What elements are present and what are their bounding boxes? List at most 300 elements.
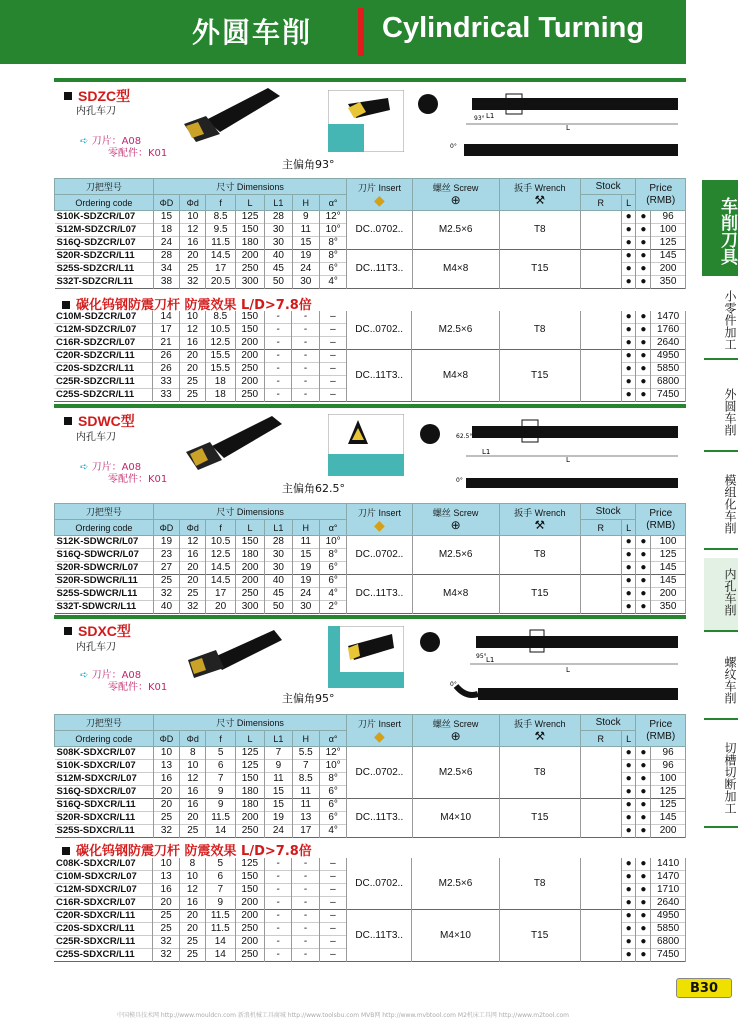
cell-dim: 18 (206, 376, 235, 389)
cell-dim: 13 (153, 760, 179, 773)
cell-stock-L: ● (636, 871, 651, 884)
cell-dim: 12.5 (206, 549, 235, 562)
cell-stock-R: ● (621, 237, 636, 250)
cell-dim: 19 (153, 536, 179, 549)
cell-price: 2640 (651, 337, 686, 350)
cell-stock-L: ● (636, 884, 651, 897)
cell-dim: 8.5 (206, 311, 235, 324)
cell-dim: 20 (179, 363, 205, 376)
cell-dim: - (264, 884, 291, 897)
cell-dim: 32 (153, 936, 179, 949)
table-row (54, 910, 686, 923)
cell-dim: 10 (179, 871, 205, 884)
cell-stock-R: ● (621, 389, 636, 402)
cell-dim: 6° (319, 786, 346, 799)
cell-model: C10M-SDXCR/L07 (54, 871, 153, 884)
cell-dim: 6° (319, 799, 346, 812)
angle-label: 主偏角93° (282, 158, 335, 171)
cell-dim: 30 (265, 562, 292, 575)
cell-dim: - (292, 324, 319, 337)
table-row (54, 350, 686, 363)
cell-price: 96 (651, 211, 686, 224)
col-header-model: 刀把型号 (55, 179, 154, 195)
cell-dim: – (319, 376, 346, 389)
cell-spacer (580, 250, 621, 289)
cell-model: S20R-SDZCR/L11 (55, 250, 154, 263)
cell-dim: 20 (153, 799, 179, 812)
col-header-screw: 螺丝 Screw ⊕ (412, 504, 499, 536)
col-D: ΦD (153, 195, 179, 211)
sidebar-item-modular[interactable]: 模组化车削 (704, 464, 738, 550)
cell-wrench: T15 (499, 910, 580, 962)
cell-dim: – (319, 858, 346, 871)
cell-dim: 9.5 (206, 224, 235, 237)
cell-dim: 8° (319, 773, 346, 786)
cell-dim: 8.5 (292, 773, 319, 786)
insert-icon: ◆ (374, 727, 385, 744)
insert-label: ➪ 刀片：A08 零配件：K01 (80, 136, 168, 159)
cell-dim: 125 (235, 747, 264, 760)
cell-dim: 16 (153, 773, 179, 786)
cell-stock-L: ● (636, 311, 651, 324)
cell-dim: 10.5 (206, 324, 235, 337)
cell-price: 125 (651, 549, 686, 562)
cell-price: 4950 (651, 910, 686, 923)
table-body (55, 536, 686, 614)
cell-model: C20S-SDZCR/L11 (54, 363, 153, 376)
cell-dim: 20 (180, 575, 206, 588)
cell-dim: 9 (292, 211, 319, 224)
col-header-price: Price (RMB) (636, 715, 686, 747)
col-header-model-en: Ordering code (55, 195, 154, 211)
col-L1: L1 (265, 195, 292, 211)
cell-dim: 10° (319, 760, 346, 773)
table-row (55, 747, 686, 760)
cell-price: 125 (651, 799, 686, 812)
cell-dim: 17 (206, 588, 235, 601)
table-row (54, 858, 686, 871)
col-header-model: 刀把型号 (55, 715, 154, 731)
col-header-model: 刀把型号 (55, 504, 154, 520)
cell-stock-L: ● (636, 588, 651, 601)
carbide-table-sdxc (54, 858, 686, 962)
cell-dim: 40 (153, 601, 179, 614)
cell-dim: – (319, 350, 346, 363)
cell-dim: 150 (235, 224, 264, 237)
cell-price: 96 (651, 747, 686, 760)
cell-dim: 125 (235, 760, 264, 773)
sidebar-item-small-parts[interactable]: 小零件加工 (704, 286, 738, 360)
cell-dim: 10 (153, 858, 179, 871)
cell-dim: 15.5 (206, 350, 235, 363)
cell-dim: 25 (179, 949, 205, 962)
cell-dim: 30 (292, 276, 319, 289)
cell-stock-L: ● (636, 910, 651, 923)
cell-dim: - (292, 936, 319, 949)
cell-wrench: T15 (499, 575, 580, 614)
col-header-insert: 刀片 Insert ◆ (347, 715, 412, 747)
cell-dim: 5 (206, 858, 235, 871)
cell-dim: 20 (179, 910, 205, 923)
cell-dim: 25 (180, 825, 206, 838)
cell-dim: 18 (206, 389, 235, 402)
cell-model: S32T-SDWCR/L11 (55, 601, 154, 614)
cell-dim: 150 (235, 884, 264, 897)
cell-screw: M4×8 (412, 250, 499, 289)
table-row (54, 311, 686, 324)
cell-model: C20R-SDZCR/L11 (54, 350, 153, 363)
cell-dim: 13 (292, 812, 319, 825)
cell-dim: 250 (235, 825, 264, 838)
cell-dim: - (292, 311, 319, 324)
cell-stock-L: ● (636, 263, 651, 276)
cell-dim: 9 (206, 799, 235, 812)
cell-dim: 40 (265, 250, 292, 263)
col-header-wrench: 扳手 Wrench ⚒ (499, 504, 580, 536)
col-L: L (235, 520, 264, 536)
dimension-drawing-sdzc (416, 84, 682, 172)
cell-dim: – (319, 337, 346, 350)
cell-dim: 200 (235, 575, 264, 588)
cell-price: 100 (651, 536, 686, 549)
cell-screw: M2.5×6 (412, 211, 499, 250)
cell-dim: 20 (179, 923, 205, 936)
table-row (55, 250, 686, 263)
cell-dim: 24 (292, 588, 319, 601)
col-alpha: α° (319, 731, 346, 747)
cell-dim: 125 (235, 211, 264, 224)
cell-dim: 7 (292, 760, 319, 773)
cell-stock-R: ● (621, 884, 636, 897)
svg-text:L: L (566, 666, 570, 674)
cell-stock-L: ● (636, 536, 651, 549)
cell-stock-L: ● (636, 812, 651, 825)
col-H: H (292, 195, 319, 211)
cell-dim: 15 (153, 211, 179, 224)
cell-model: S16Q-SDXCR/L07 (55, 786, 154, 799)
cell-stock-R: ● (621, 936, 636, 949)
cell-insert: DC..0702.. (347, 211, 412, 250)
cell-dim: 6° (319, 812, 346, 825)
sidebar-item-boring[interactable]: 内孔车削 (704, 558, 738, 632)
cell-stock-R: ● (621, 858, 636, 871)
cell-model: S25S-SDWCR/L11 (55, 588, 154, 601)
cell-model: S08K-SDXCR/L07 (55, 747, 154, 760)
cell-price: 1760 (651, 324, 686, 337)
title-en: Cylindrical Turning (382, 12, 645, 44)
cell-stock-R: ● (621, 910, 636, 923)
cell-dim: 24 (265, 825, 292, 838)
cell-screw: M4×10 (412, 910, 499, 962)
cell-stock-R: ● (621, 871, 636, 884)
cell-dim: – (319, 389, 346, 402)
cell-dim: - (264, 923, 291, 936)
screw-icon: ⊕ (450, 729, 461, 743)
cell-dim: 33 (153, 389, 179, 402)
cell-dim: 5.5 (292, 747, 319, 760)
col-L: L (235, 195, 264, 211)
cell-stock-R: ● (621, 949, 636, 962)
cell-model: C16R-SDXCR/L07 (54, 897, 153, 910)
cell-dim: 8 (180, 747, 206, 760)
cell-dim: 33 (153, 376, 179, 389)
cell-insert: DC..0702.. (347, 747, 412, 799)
cell-dim: 38 (153, 276, 179, 289)
cell-dim: - (292, 337, 319, 350)
cell-dim: 11 (292, 536, 319, 549)
cell-insert: DC..11T3.. (347, 799, 412, 838)
cell-insert: DC..11T3.. (347, 910, 412, 962)
cell-dim: - (292, 389, 319, 402)
page-header (0, 0, 686, 64)
cell-stock-L: ● (636, 858, 651, 871)
cell-dim: 19 (265, 812, 292, 825)
cell-dim: 300 (235, 276, 264, 289)
sidebar-item-grooving[interactable]: 切槽切断加工 (704, 734, 738, 828)
cell-dim: 300 (235, 601, 264, 614)
cell-dim: 200 (235, 812, 264, 825)
cell-dim: 12 (180, 224, 206, 237)
col-d: Φd (180, 731, 206, 747)
cell-stock-R: ● (621, 211, 636, 224)
cell-dim: – (319, 871, 346, 884)
section-title-sdwc: SDWC型 (64, 411, 135, 431)
svg-text:L: L (566, 124, 570, 132)
cell-stock-R: ● (621, 760, 636, 773)
carbide-table-sdzc (54, 311, 686, 402)
cell-model: S10K-SDXCR/L07 (55, 760, 154, 773)
table-body (54, 311, 686, 402)
cell-model: C20R-SDXCR/L11 (54, 910, 153, 923)
cell-stock-L: ● (636, 575, 651, 588)
cell-stock-L: ● (636, 237, 651, 250)
cell-dim: 27 (153, 562, 179, 575)
cell-stock-L: ● (636, 562, 651, 575)
cell-dim: 20.5 (206, 276, 235, 289)
cell-dim: 4° (319, 825, 346, 838)
cell-dim: - (264, 858, 291, 871)
col-header-model-en: Ordering code (55, 520, 154, 536)
col-stock-R: R (580, 520, 621, 536)
cell-wrench: T8 (499, 858, 580, 910)
cell-dim: 28 (153, 250, 179, 263)
col-alpha: α° (319, 195, 346, 211)
sidebar-item-threading[interactable]: 螺纹车削 (704, 646, 738, 720)
cell-dim: 16 (180, 237, 206, 250)
cell-dim: 10 (180, 760, 206, 773)
cell-dim: 7 (206, 773, 235, 786)
cell-dim: 32 (153, 949, 179, 962)
cell-stock-L: ● (636, 747, 651, 760)
cell-dim: 40 (265, 575, 292, 588)
col-header-screw: 螺丝 Screw ⊕ (412, 715, 499, 747)
cell-dim: - (292, 871, 319, 884)
col-d: Φd (180, 520, 206, 536)
cell-wrench: T8 (499, 211, 580, 250)
title-divider (358, 8, 364, 56)
col-header-wrench: 扳手 Wrench ⚒ (499, 715, 580, 747)
cell-model: C08K-SDXCR/L07 (54, 858, 153, 871)
cell-dim: 14 (206, 825, 235, 838)
cell-dim: - (264, 337, 291, 350)
cell-stock-L: ● (636, 250, 651, 263)
cell-model: S16Q-SDWCR/L07 (55, 549, 154, 562)
cell-dim: 8° (319, 250, 346, 263)
cell-dim: 11 (292, 224, 319, 237)
cell-model: S20R-SDWCR/L11 (55, 575, 154, 588)
cell-dim: 10 (180, 211, 206, 224)
cell-dim: 28 (265, 536, 292, 549)
col-L: L (235, 731, 264, 747)
cell-dim: 25 (153, 812, 179, 825)
section-title-sdzc: SDZC型 (64, 86, 130, 106)
cell-dim: 20 (180, 812, 206, 825)
carbide-title-sdxc: 碳化钨钢防震刀杆 防震效果 L/D>7.8倍 (62, 840, 312, 859)
cell-dim: 25 (179, 376, 205, 389)
cell-dim: 9 (265, 760, 292, 773)
cell-model: C12M-SDXCR/L07 (54, 884, 153, 897)
cell-dim: 23 (153, 549, 179, 562)
cell-dim: 30 (265, 549, 292, 562)
table-row (55, 211, 686, 224)
cell-dim: 180 (235, 786, 264, 799)
cell-dim: - (264, 897, 291, 910)
col-f: f (206, 520, 235, 536)
arrow-icon: ➪ (80, 136, 89, 147)
cell-stock-L: ● (636, 211, 651, 224)
col-header-price: Price (RMB) (636, 179, 686, 211)
cell-dim: 14 (153, 311, 179, 324)
cell-model: S25S-SDZCR/L11 (55, 263, 154, 276)
cell-dim: 250 (235, 949, 264, 962)
cell-stock-R: ● (621, 562, 636, 575)
cell-stock-L: ● (636, 825, 651, 838)
cell-wrench: T15 (499, 350, 580, 402)
cell-dim: 16 (180, 799, 206, 812)
cell-dim: 7 (206, 884, 235, 897)
cell-dim: 30 (265, 237, 292, 250)
cell-dim: 8.5 (206, 211, 235, 224)
cell-dim: 25 (180, 588, 206, 601)
cell-dim: 32 (180, 276, 206, 289)
cell-model: C25R-SDZCR/L11 (54, 376, 153, 389)
cell-dim: 45 (265, 263, 292, 276)
cell-wrench: T8 (499, 747, 580, 799)
cell-dim: 20 (179, 350, 205, 363)
col-stock-L: L (621, 520, 636, 536)
cell-dim: 20 (206, 601, 235, 614)
cell-spacer (580, 799, 621, 838)
cell-dim: 250 (235, 588, 264, 601)
sidebar-active-category[interactable]: 车削刀具 (702, 180, 738, 276)
cell-price: 100 (651, 224, 686, 237)
svg-text:L1: L1 (482, 448, 491, 456)
section-divider (54, 615, 686, 619)
cell-stock-R: ● (621, 536, 636, 549)
cell-stock-L: ● (636, 376, 651, 389)
cell-stock-R: ● (621, 549, 636, 562)
cell-model: S10K-SDZCR/L07 (55, 211, 154, 224)
cell-price: 1470 (651, 871, 686, 884)
cell-dim: 30 (265, 224, 292, 237)
cell-stock-R: ● (621, 575, 636, 588)
cell-dim: - (292, 350, 319, 363)
col-header-screw: 螺丝 Screw ⊕ (412, 179, 499, 211)
cell-dim: 21 (153, 337, 179, 350)
cell-dim: 16 (153, 884, 179, 897)
cell-price: 145 (651, 575, 686, 588)
cell-dim: 7 (265, 747, 292, 760)
cell-dim: 15 (265, 799, 292, 812)
sidebar-item-cylindrical[interactable]: 外圆车削 (704, 378, 738, 452)
cell-dim: - (264, 376, 291, 389)
cell-dim: 12° (319, 747, 346, 760)
wrench-icon: ⚒ (534, 729, 546, 743)
cell-dim: 17 (153, 324, 179, 337)
cell-dim: 32 (180, 601, 206, 614)
cell-dim: 200 (235, 910, 264, 923)
cell-price: 1710 (651, 884, 686, 897)
cell-dim: 25 (180, 263, 206, 276)
cell-dim: - (292, 949, 319, 962)
svg-text:L1: L1 (486, 112, 495, 120)
cell-dim: 11.5 (206, 812, 235, 825)
cell-dim: 20 (180, 562, 206, 575)
cell-stock-L: ● (636, 799, 651, 812)
cell-price: 200 (651, 825, 686, 838)
cell-dim: 125 (235, 858, 264, 871)
cell-dim: 12 (179, 884, 205, 897)
cell-dim: 26 (153, 350, 179, 363)
cell-price: 200 (651, 588, 686, 601)
cell-dim: 200 (235, 376, 264, 389)
cell-insert: DC..11T3.. (347, 250, 412, 289)
cell-dim: – (319, 324, 346, 337)
cell-stock-R: ● (621, 376, 636, 389)
cell-dim: - (264, 311, 291, 324)
cell-dim: - (264, 871, 291, 884)
cell-price: 1470 (651, 311, 686, 324)
page-number-badge: B30 (676, 978, 732, 998)
cell-dim: 8 (179, 858, 205, 871)
cell-stock-L: ● (636, 936, 651, 949)
cell-dim: 16 (180, 549, 206, 562)
cell-dim: 8° (319, 549, 346, 562)
cell-dim: 250 (235, 363, 264, 376)
section-divider (54, 78, 686, 82)
cell-dim: – (319, 897, 346, 910)
cell-stock-L: ● (636, 760, 651, 773)
cell-stock-R: ● (621, 747, 636, 760)
cell-model: S12M-SDZCR/L07 (55, 224, 154, 237)
cell-stock-R: ● (621, 250, 636, 263)
screw-icon: ⊕ (450, 518, 461, 532)
cell-model: C25S-SDXCR/L11 (54, 949, 153, 962)
cell-dim: – (319, 311, 346, 324)
cell-dim: 19 (292, 575, 319, 588)
cell-dim: 11.5 (206, 910, 235, 923)
cell-dim: 16 (180, 786, 206, 799)
cell-dim: 15 (265, 786, 292, 799)
wrench-icon: ⚒ (534, 518, 546, 532)
cell-dim: 17 (292, 825, 319, 838)
cell-dim: 250 (235, 389, 264, 402)
cell-dim: 14.5 (206, 562, 235, 575)
cell-dim: 28 (265, 211, 292, 224)
cell-price: 4950 (651, 350, 686, 363)
cell-stock-L: ● (636, 224, 651, 237)
cell-dim: 50 (265, 276, 292, 289)
